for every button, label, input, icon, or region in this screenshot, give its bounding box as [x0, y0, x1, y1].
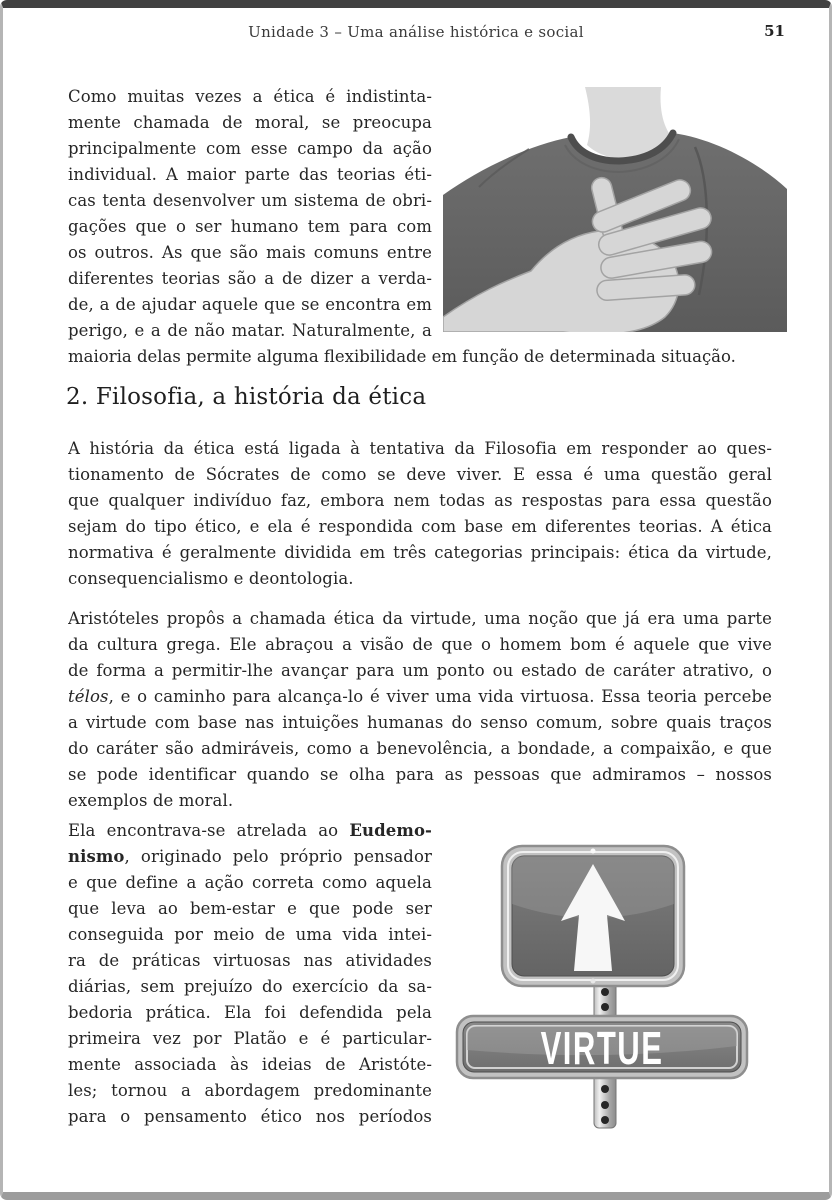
text-line: gações que o ser humano tem para com: [68, 217, 432, 236]
text-line: Ela encontrava-se atrelada ao Eudemo-: [68, 821, 432, 840]
text-line: télos, e o caminho para alcança-lo é viver uma vida virtuosa. Essa teoria percebe: [68, 687, 772, 706]
paragraph-intro: [68, 84, 432, 344]
paragraph-eudemonismo: [68, 818, 432, 1130]
text-line: conseguida por meio de uma vida intei-: [68, 925, 432, 944]
text-line: tionamento de Sócrates de como se deve viver. E essa é uma questão geral: [68, 465, 772, 484]
virtue-sign-label: VIRTUE: [540, 1022, 664, 1075]
text-line: mente associada às ideias de Aristóte-: [68, 1055, 432, 1074]
text-line: nismo, originado pelo próprio pensador: [68, 847, 432, 866]
text-line: diferentes teorias são a de dizer a verda-: [68, 269, 432, 288]
text-line: Como muitas vezes a ética é indistinta-: [68, 87, 432, 106]
text-line: do caráter são admiráveis, como a benevolência, a bondade, a compaixão, e que: [68, 739, 772, 758]
text-line: e que define a ação correta como aquela: [68, 873, 432, 892]
virtue-sign-illustration: [455, 840, 755, 1132]
text-line: para o pensamento ético nos períodos: [68, 1107, 432, 1126]
section-heading: 2. Filosofia, a história da ética: [66, 384, 427, 410]
text-line: diárias, sem prejuízo do exercício da sa-: [68, 977, 432, 996]
text-line: cas tenta desenvolver um sistema de obri-: [68, 191, 432, 210]
text-line: bedoria prática. Ela foi defendida pela: [68, 1003, 432, 1022]
page-number: 51: [764, 22, 785, 40]
text-line: os outros. As que são mais comuns entre: [68, 243, 432, 262]
text-line: individual. A maior parte das teorias éti-: [68, 165, 432, 184]
text-line: a virtude com base nas intuições humanas do senso comum, sobre quais traços: [68, 713, 772, 732]
text-line: A história da ética está ligada à tentativa da Filosofia em responder ao ques-: [68, 439, 772, 458]
text-line: perigo, e a de não matar. Naturalmente, a: [68, 321, 432, 340]
text-line: consequencialismo e deontologia.: [68, 569, 354, 588]
text-line: de, a de ajudar aquele que se encontra em: [68, 295, 432, 314]
virtue-sign-graphic: [455, 840, 755, 1132]
hand-on-chest-photo: [443, 87, 787, 332]
text-line: sejam do tipo ético, e ela é respondida com base em diferentes teorias. A ética: [68, 517, 772, 536]
text-line: exemplos de moral.: [68, 791, 234, 810]
paragraph-history: [68, 436, 772, 592]
text-line: ra de práticas virtuosas nas atividades: [68, 951, 432, 970]
text-line: da cultura grega. Ele abraçou a visão de que o homem bom é aquele que vive: [68, 635, 772, 654]
text-line: mente chamada de moral, se preocupa: [68, 113, 432, 132]
text-line: que qualquer indivíduo faz, embora nem todas as respostas para essa questão: [68, 491, 772, 510]
paragraph-intro-lastline: maioria delas permite alguma flexibilidade em função de determinada situação.: [68, 347, 736, 366]
text-line: se pode identificar quando se olha para as pessoas que admiramos – nossos: [68, 765, 772, 784]
paragraph-aristotle: [68, 606, 772, 814]
hand-on-chest-graphic: [443, 87, 787, 332]
text-line: primeira vez por Platão e é particular-: [68, 1029, 432, 1048]
page-header-title: Unidade 3 – Uma análise histórica e social: [248, 23, 584, 41]
text-line: normativa é geralmente dividida em três categorias principais: ética da virtude,: [68, 543, 772, 562]
text-line: que leva ao bem-estar e que pode ser: [68, 899, 432, 918]
text-line: de forma a permitir-lhe avançar para um ponto ou estado de caráter atrativo, o: [68, 661, 772, 680]
text-line: principalmente com esse campo da ação: [68, 139, 432, 158]
text-line: Aristóteles propôs a chamada ética da virtude, uma noção que já era uma parte: [68, 609, 772, 628]
text-line: les; tornou a abordagem predominante: [68, 1081, 432, 1100]
